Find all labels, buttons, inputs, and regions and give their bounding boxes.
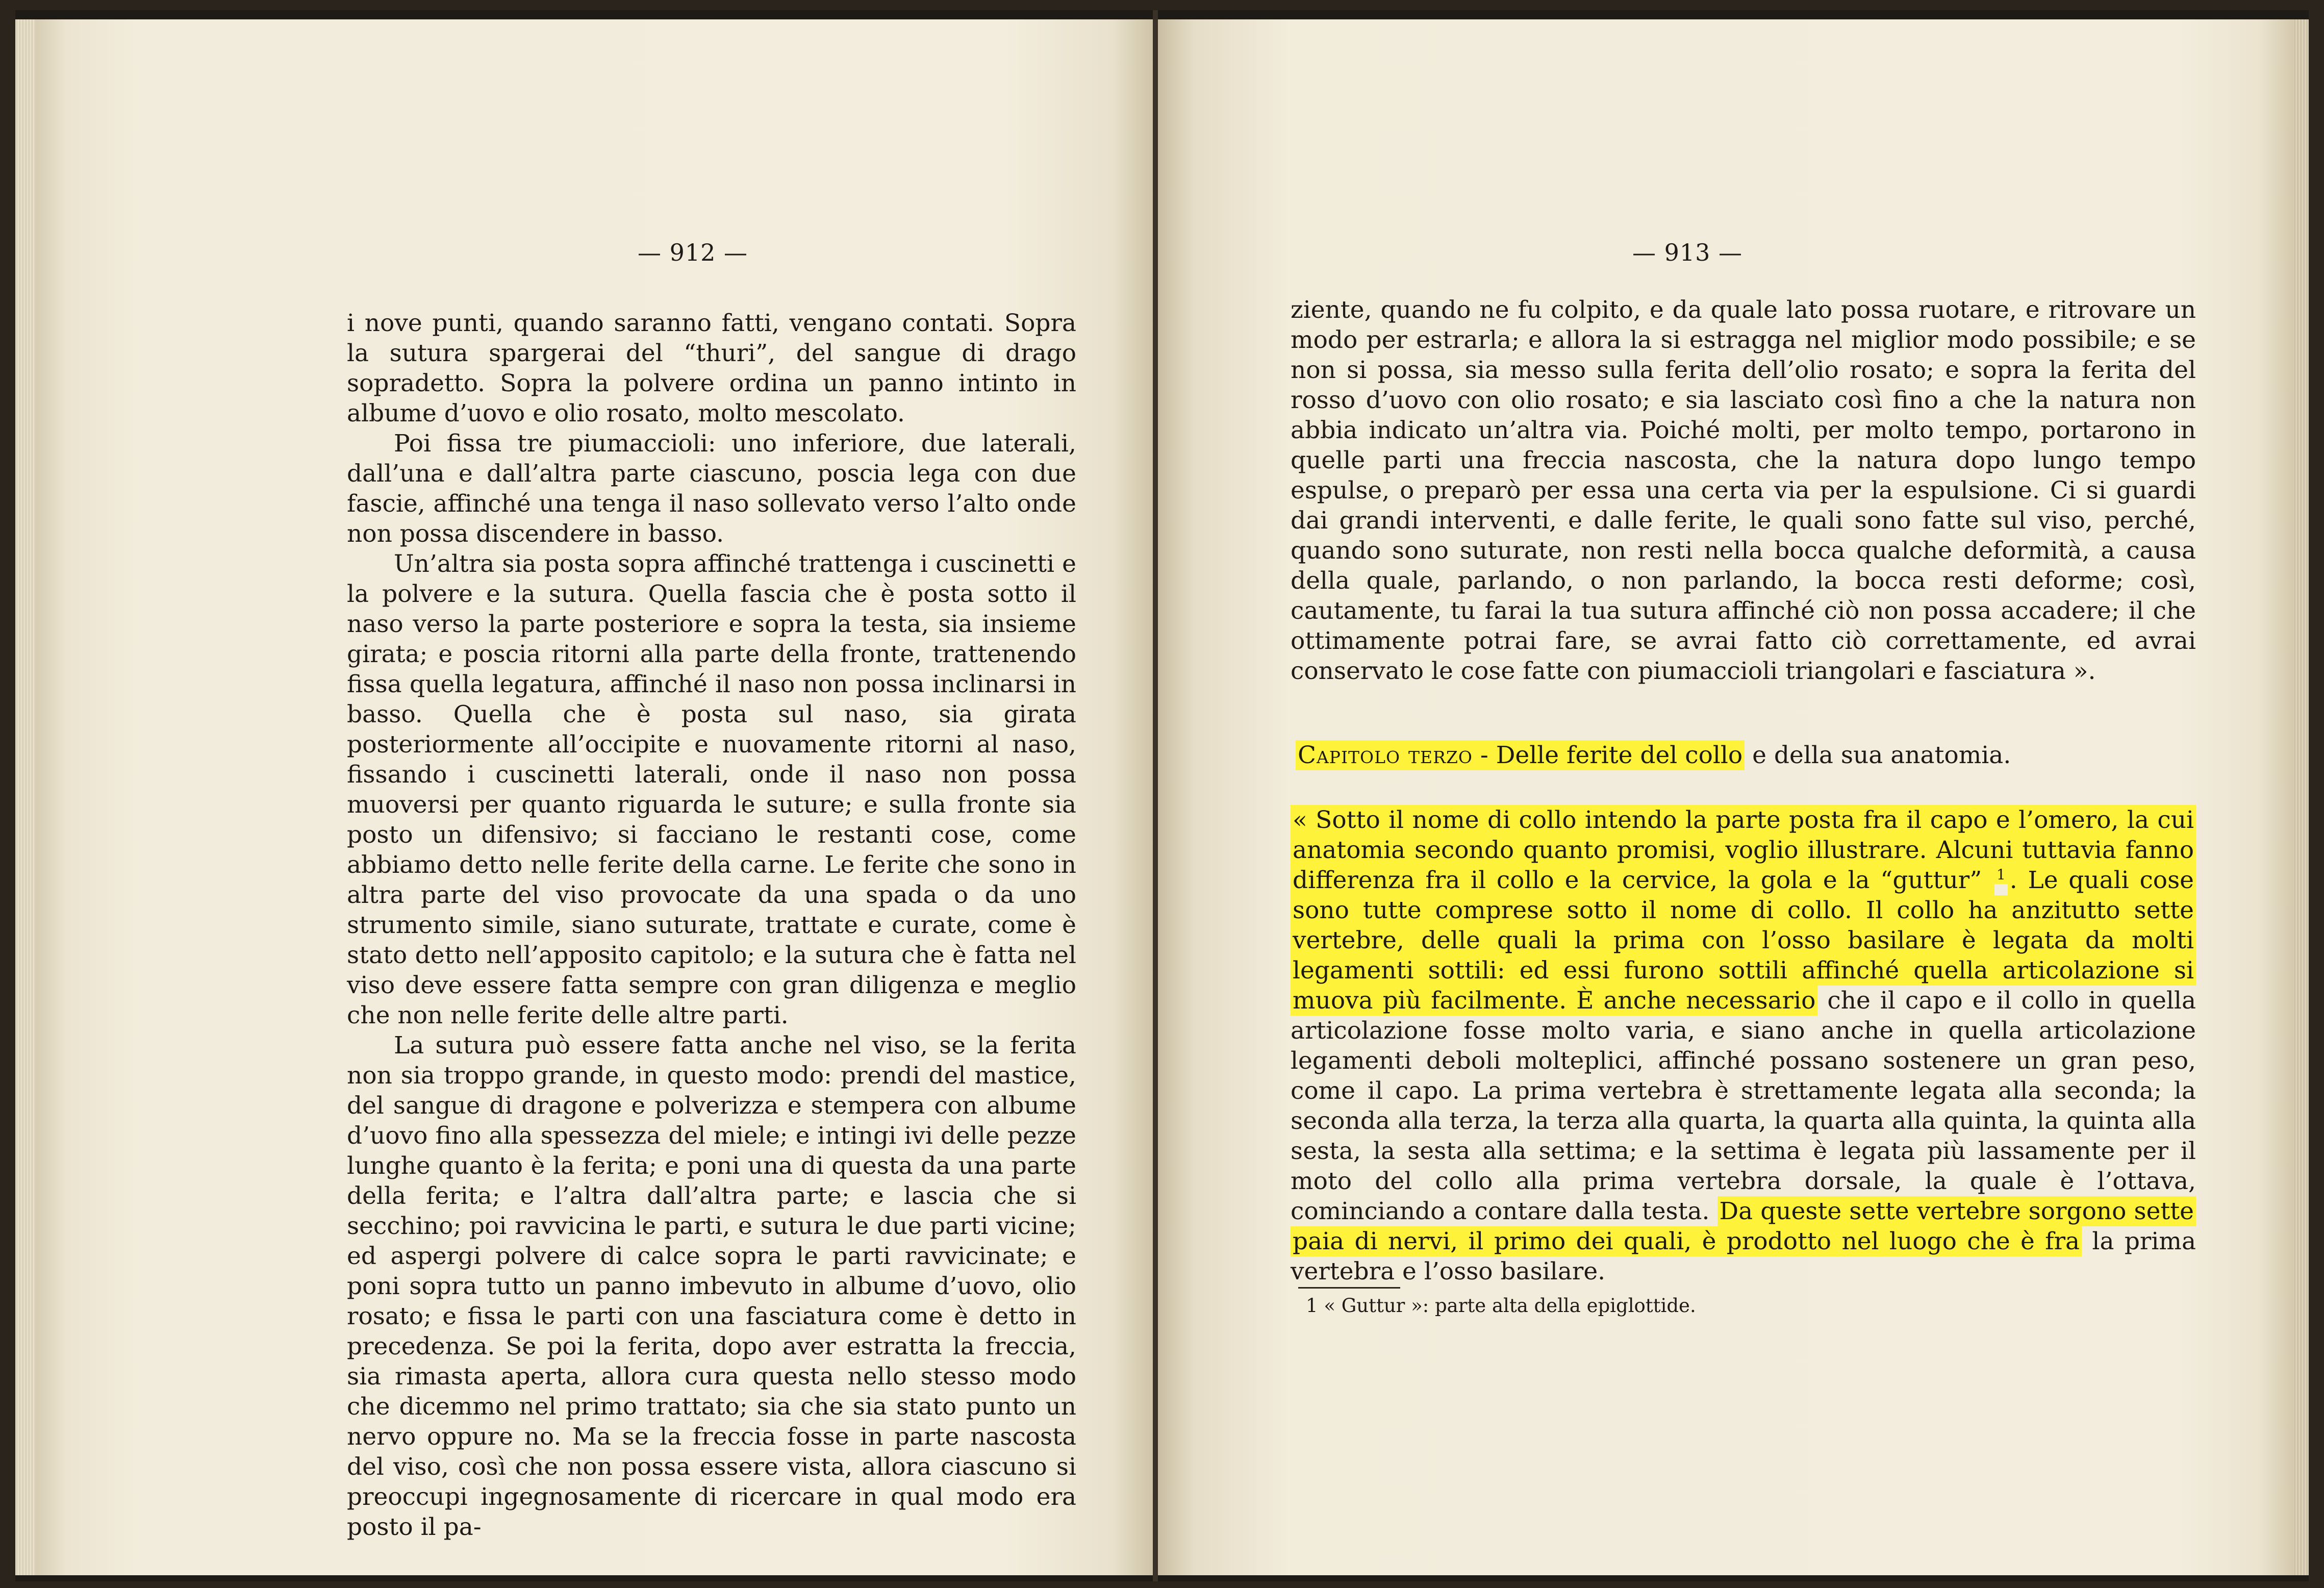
highlighted-text: « Sotto il nome di collo intendo la parte posta fra il capo e l’omero, la cui anatomia secondo quanto promisi, voglio illustrare. Alcuni tuttavia fanno differenza fra il collo e la cervice, la gola e la “guttur” bbox=[1291, 805, 2196, 895]
footnote-number: 1 bbox=[1306, 1295, 1318, 1317]
left-page-text bbox=[347, 308, 1076, 1542]
footnote-reference: 1 bbox=[1994, 865, 2008, 884]
chapter-label: Capitolo terzo bbox=[1298, 741, 1473, 769]
left-page-edges bbox=[15, 19, 36, 1575]
chapter-separator: - bbox=[1472, 741, 1496, 769]
chapter-paragraph bbox=[1291, 805, 2196, 1287]
chapter-title-rest: e della sua anatomia. bbox=[1745, 741, 2011, 769]
left-page bbox=[36, 19, 1153, 1575]
open-book bbox=[15, 10, 2309, 1581]
book-gutter bbox=[1153, 10, 1158, 1581]
right-page-opening-text bbox=[1291, 295, 2196, 686]
right-page-edges bbox=[2293, 19, 2309, 1575]
paragraph: ziente, quando ne fu colpito, e da quale lato possa ruotare, e ritrovare un modo per estrarla; e allora la si estragga nel miglior modo possibile; e se non si possa, sia messo sulla ferita dell’olio rosato; e sopra la ferita del rosso d’uovo con olio rosato; e sia lasciato così fino a che la natura non abbia indicato un’altra via. Poiché molti, per molto tempo, portarono in quelle parti una freccia nascosta, che la natura dopo lungo tempo espulse, o preparò per essa una certa via per la espulsione. Ci si guardi dai grandi interventi, e dalle ferite, le quali sono fatte sul viso, perché, quando sono suturate, non resti nella bocca qualche deformità, a causa della quale, parlando, o non parlando, la bocca resti deforme; così, cautamente, tu farai la tua sutura affinché ciò non possa accadere; il che ottimamente potrai fare, se avrai fatto ciò correttamente, ed avrai conservato le cose fatte con piumaccioli triangolari e fasciatura ». bbox=[1291, 296, 2196, 685]
page-number-right: — 913 — bbox=[1632, 239, 1743, 266]
highlighted-text: . Le quali cose sono tutte comprese sotto il nome di collo. Il collo ha anzitutto sette vertebre, delle quali la prima con l’osso basilare è legata da molti legamenti sottili: ed essi furono sottili affinché quella articolazione si muova più facilmente. È anche necessario bbox=[1291, 865, 2196, 1016]
footnote-rule bbox=[1298, 1287, 1400, 1289]
chapter-title-highlighted: Delle ferite del collo bbox=[1496, 741, 1743, 769]
chapter-heading bbox=[1296, 741, 2011, 769]
paragraph: i nove punti, quando saranno fatti, vengano contati. Sopra la sutura spargerai del “thuri”, del sangue di drago sopradetto. Sopra la polvere ordina un panno intinto in albume d’uovo e olio rosato, molto mescolato. bbox=[347, 309, 1076, 427]
footnote-text: parte alta della epiglottide. bbox=[1429, 1295, 1696, 1317]
footnote bbox=[1306, 1295, 1696, 1317]
text-segment: che il capo e il collo in quella articolazione fosse molto varia, e siano anche in quella articolazione legamenti deboli molteplici, affinché possano sostenere un gran peso, come il capo. La prima vertebra è strettamente legata alla seconda; la seconda alla terza, la terza alla quarta, la quarta alla quinta, la quinta alla sesta, la sesta alla settima; e la settima è legata più lassamente per il moto del collo alla prima vertebra dorsale, la quale è l’ottava, cominciando a contare dalla testa. bbox=[1291, 987, 2196, 1225]
chapter-body-text bbox=[1291, 805, 2196, 1287]
text-segment: la prima vertebra e l’osso basilare. bbox=[1291, 1227, 2196, 1285]
paragraph: Un’altra sia posta sopra affinché trattenga i cuscinetti e la polvere e la sutura. Quella fascia che è posta sotto il naso verso la parte posteriore e sopra la testa, sia insieme girata; e poscia ritorni alla parte della fronte, trattenendo fissa quella legatura, affinché il naso non possa inclinarsi in basso. Quella che è posta sul naso, sia girata posteriormente all’occipite e nuovamente ritorni al naso, fissando i cuscinetti laterali, onde il naso non possa muoversi per quanto riguarda le suture; e sulla fronte sia posto un difensivo; si facciano le restanti cose, come abbiamo detto nelle ferite della carne. Le ferite che sono in altra parte del viso provocate da una spada o da uno strumento simile, siano suturate, trattate e curate, come è stato detto nell’apposito capitolo; e la sutura che è fatta nel viso deve essere fatta sempre con gran diligenza e meglio che non nelle ferite delle altre parti. bbox=[347, 550, 1076, 1029]
paragraph: Poi fissa tre piumaccioli: uno inferiore, due laterali, dall’una e dall’altra parte ciascuno, poscia lega con due fascie, affinché una tenga il naso sollevato verso l’alto onde non possa discendere in basso. bbox=[347, 430, 1076, 548]
footnote-term: « Guttur »: bbox=[1324, 1295, 1429, 1317]
page-number-left: — 912 — bbox=[638, 239, 748, 266]
paragraph: La sutura può essere fatta anche nel viso, se la ferita non sia troppo grande, in questo modo: prendi del mastice, del sangue di dragone e polverizza e stempera con albume d’uovo fino alla spessezza del miele; e intingi ivi delle pezze lunghe quanto è la ferita; e poni una di questa da una parte della ferita; e l’altra dall’altra parte; e lascia che si secchino; poi ravvicina le parti, e sutura le due parti vicine; ed aspergi polvere di calce sopra le parti ravvicinate; e poni sopra tutto un panno imbevuto in albume d’uovo, olio rosato; e fissa le parti con una fasciatura come è detto in precedenza. Se poi la ferita, dopo aver estratta la freccia, sia rimasta aperta, allora cura questa nello stesso modo che dicemmo nel primo trattato; sia che sia stato punto un nervo oppure no. Ma se la freccia fosse in parte nascosta del viso, così che non possa essere vista, allora ciascuno si preoccupi ingegnosamente di ricercare in qual modo era posto il pa- bbox=[347, 1031, 1076, 1541]
highlighted-text: Da queste sette vertebre sorgono sette paia di nervi, il primo dei quali, è prodotto nel luogo che è fra bbox=[1291, 1196, 2196, 1256]
right-page bbox=[1158, 19, 2293, 1575]
